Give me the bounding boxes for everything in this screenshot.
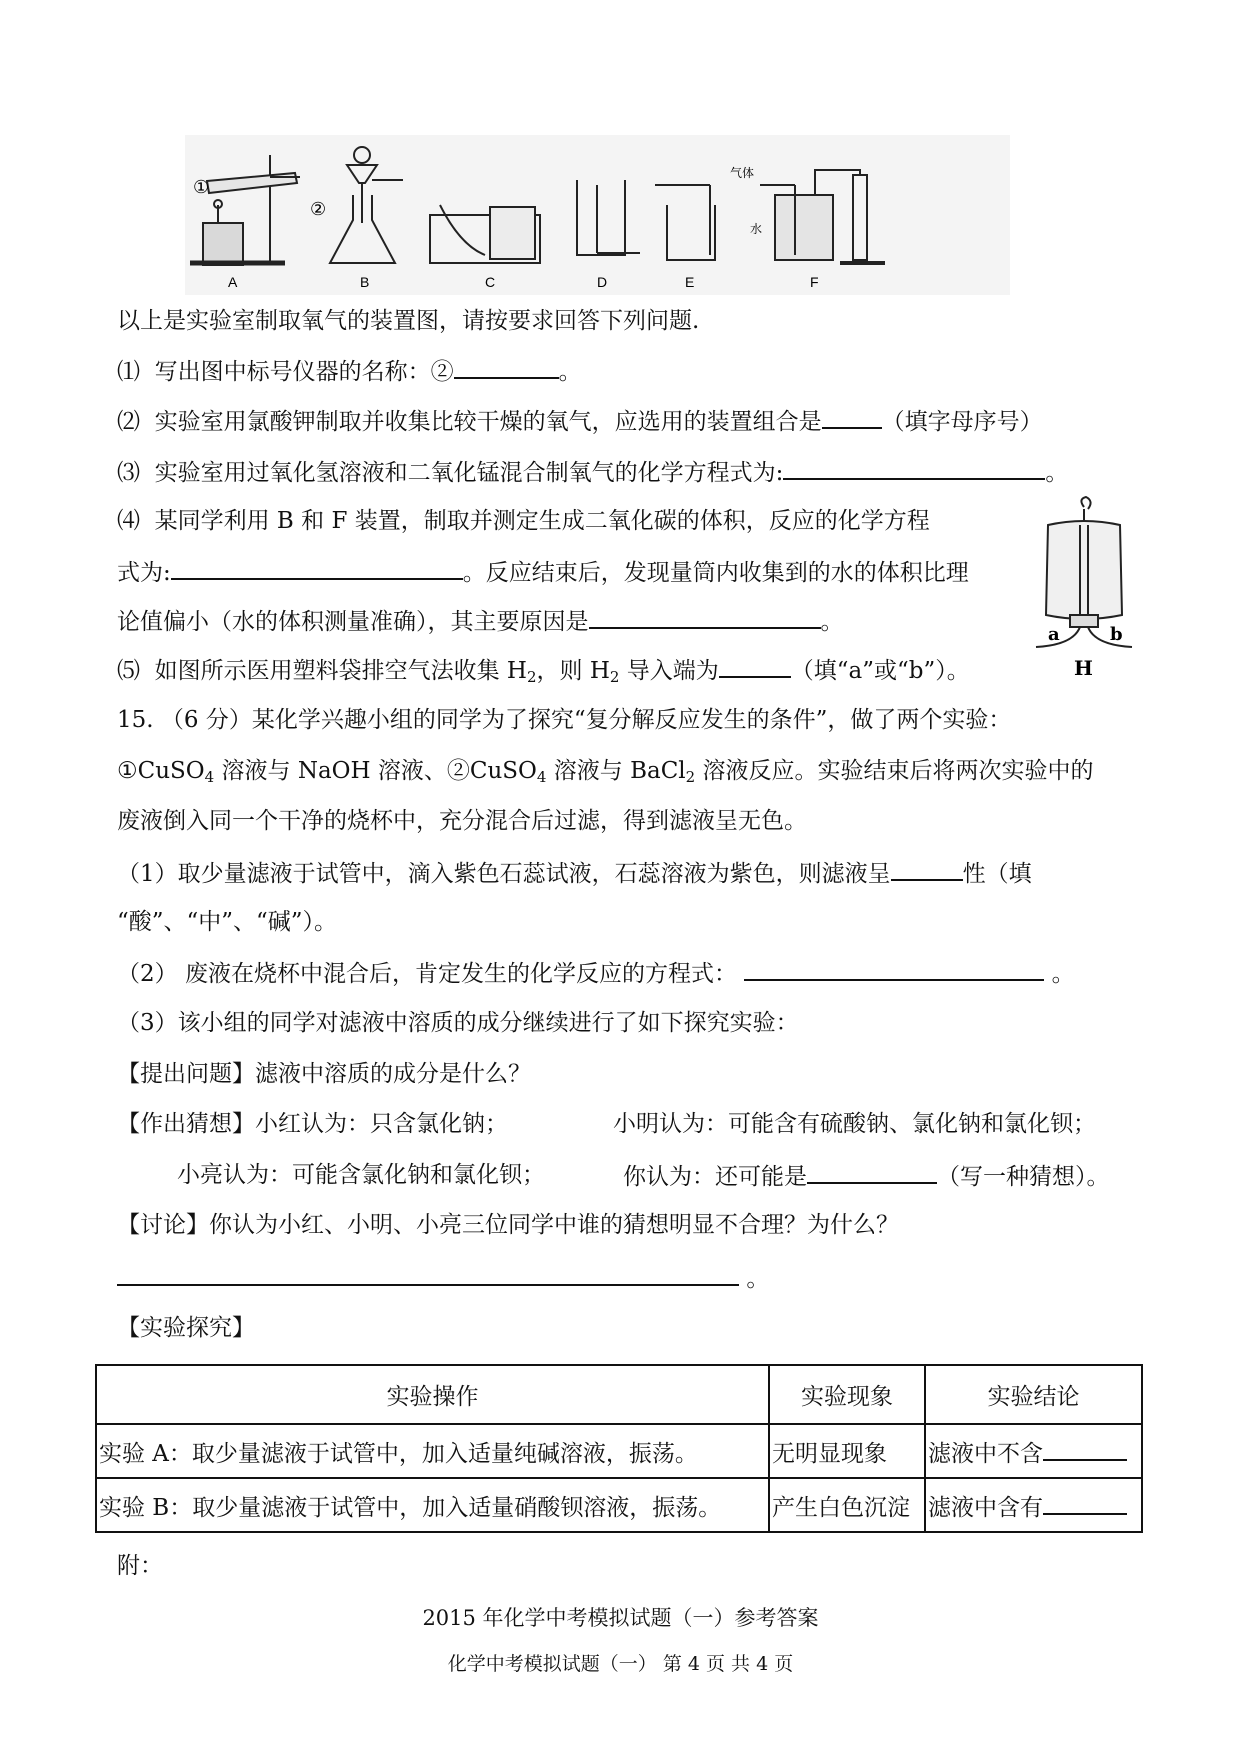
table-header-row	[96, 1365, 1142, 1424]
svg-text:气体: 气体	[730, 166, 755, 180]
question-15-ask: 【提出问题】滤液中溶质的成分是什么？	[117, 1061, 531, 1087]
question-15-guess-c: 小亮认为：可能含氯化钠和氯化钡；	[177, 1162, 545, 1188]
question-1: ⑴ 写出图中标号仪器的名称：② 。	[117, 355, 582, 387]
question-15-line1: 15. （6 分）某化学兴趣小组的同学为了探究“复分解反应发生的条件”，做了两个实验：	[117, 707, 1012, 733]
question-15-guess-d: 你认为：还可能是 （写一种猜想）。	[623, 1160, 1110, 1192]
page-footer: 化学中考模拟试题（一） 第 4 页 共 4 页	[447, 1653, 794, 1675]
answer-blank-table-b[interactable]	[1043, 1491, 1127, 1515]
question-15-guess-b: 小明认为：可能含有硫酸钠、氯化钠和氯化钡；	[613, 1111, 1096, 1137]
question-5: ⑸ 如图所示医用塑料袋排空气法收集 $H_2$，则 $H_2$ 导入端为 （填“a”或“b”）。	[117, 654, 970, 686]
svg-text:H: H	[1074, 656, 1093, 680]
intro-text: 以上是实验室制取氧气的装置图，请按要求回答下列问题.	[117, 308, 700, 334]
cell-operation: 实验 B：取少量滤液于试管中，加入适量硝酸钡溶液，振荡。	[96, 1478, 769, 1532]
question-3: ⑶ 实验室用过氧化氢溶液和二氧化锰混合制氧气的化学方程式为: 。	[117, 456, 1068, 488]
label-f: F	[810, 274, 819, 290]
svg-text:b: b	[1110, 624, 1123, 645]
question-15-part3: （3）该小组的同学对滤液中溶质的成分继续进行了如下探究实验：	[117, 1010, 799, 1036]
label-e: E	[685, 274, 695, 290]
header-phenomenon: 实验现象	[769, 1365, 925, 1424]
header-operation: 实验操作	[96, 1365, 769, 1424]
question-15-explore: 【实验探究】	[117, 1315, 255, 1341]
cell-phenomenon: 产生白色沉淀	[769, 1478, 925, 1532]
cell-phenomenon: 无明显现象	[769, 1424, 925, 1478]
answer-blank-15-2[interactable]	[744, 957, 1044, 981]
table-row	[96, 1478, 1142, 1532]
label-b: B	[360, 274, 370, 290]
question-15-guess-a: 【作出猜想】小红认为：只含氯化钠；	[117, 1111, 508, 1137]
question-15-part1: （1）取少量滤液于试管中，滴入紫色石蕊试液，石蕊溶液为紫色，则滤液呈 性（填	[117, 857, 1032, 889]
answer-blank-q3[interactable]	[783, 456, 1045, 480]
label-c: C	[485, 274, 496, 290]
question-15-part1-line2: “酸”、“中”、“碱”）。	[117, 909, 338, 935]
answer-blank-q4-equation[interactable]	[171, 556, 463, 580]
question-15-discuss-answer: 。	[117, 1262, 769, 1294]
question-15-discuss: 【讨论】你认为小红、小明、小亮三位同学中谁的猜想明显不合理？为什么？	[117, 1212, 899, 1238]
answer-blank-q2[interactable]	[822, 405, 882, 429]
cell-conclusion: 滤液中不含	[925, 1424, 1142, 1478]
question-4-line1: ⑷ 某同学利用 B 和 F 装置，制取并测定生成二氧化碳的体积，反应的化学方程	[117, 508, 930, 534]
appendix-label: 附：	[117, 1553, 163, 1579]
table-row	[96, 1424, 1142, 1478]
marker-2: ②	[310, 199, 327, 220]
answer-blank-q5[interactable]	[719, 654, 791, 678]
answer-blank-q4-reason[interactable]	[589, 605, 821, 629]
answer-blank-table-a[interactable]	[1043, 1437, 1127, 1461]
cell-conclusion: 滤液中含有	[925, 1478, 1142, 1532]
header-conclusion: 实验结论	[925, 1365, 1142, 1424]
question-4-line2: 式为: 。反应结束后，发现量筒内收集到的水的体积比理	[117, 556, 969, 588]
answer-blank-q1[interactable]	[454, 355, 559, 379]
answer-title: 2015 年化学中考模拟试题（一）参考答案	[422, 1606, 819, 1630]
question-15-line3: 废液倒入同一个干净的烧杯中，充分混合后过滤，得到滤液呈无色。	[117, 808, 807, 834]
plastic-bag-figure-h	[1028, 495, 1140, 685]
marker-1: ①	[193, 177, 210, 198]
apparatus-figure	[185, 135, 1010, 295]
label-a: A	[228, 274, 238, 290]
svg-text:a: a	[1048, 624, 1060, 645]
answer-blank-15-discuss[interactable]	[117, 1262, 739, 1286]
cell-operation: 实验 A：取少量滤液于试管中，加入适量纯碱溶液，振荡。	[96, 1424, 769, 1478]
svg-text:水: 水	[750, 222, 763, 236]
question-15-line2: ①CuSO$_4$ 溶液与 NaOH 溶液、②CuSO$_4$ 溶液与 BaCl$_2$ 溶液反应。实验结束后将两次实验中的	[117, 758, 1094, 786]
question-4-line3: 论值偏小（水的体积测量准确），其主要原因是 。	[117, 605, 844, 637]
label-d: D	[597, 274, 608, 290]
answer-blank-15-guess[interactable]	[807, 1160, 937, 1184]
answer-blank-15-1[interactable]	[891, 857, 963, 881]
experiment-table	[95, 1364, 1143, 1533]
question-2: ⑵ 实验室用氯酸钾制取并收集比较干燥的氧气，应选用的装置组合是 （填字母序号）	[117, 405, 1043, 437]
question-15-part2: （2） 废液在烧杯中混合后，肯定发生的化学反应的方程式： 。	[117, 957, 1075, 989]
